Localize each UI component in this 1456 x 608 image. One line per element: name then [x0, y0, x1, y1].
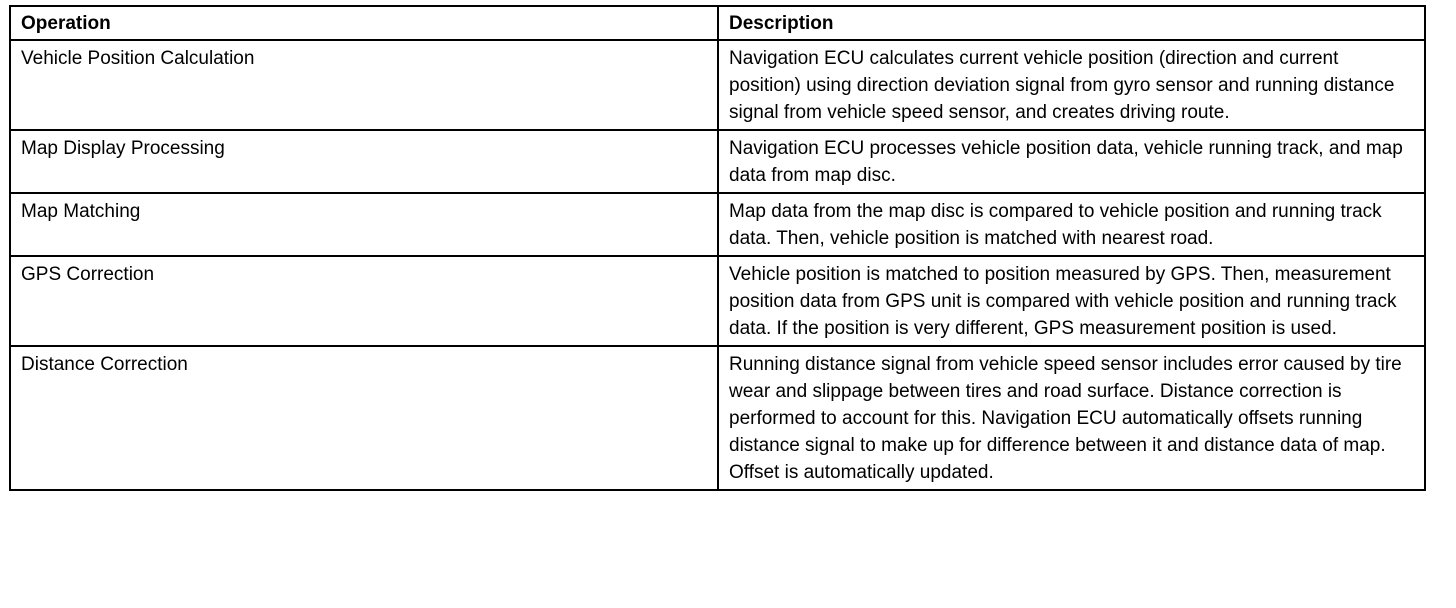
operation-text: Vehicle Position Calculation	[21, 48, 255, 69]
table-body	[10, 40, 1425, 490]
description-cell	[718, 256, 1425, 346]
operation-cell	[10, 256, 718, 346]
operation-text: Map Display Processing	[21, 138, 225, 159]
operation-cell	[10, 40, 718, 130]
header-row	[10, 6, 1425, 40]
operation-text: Map Matching	[21, 201, 141, 222]
description-cell	[718, 130, 1425, 193]
description-cell	[718, 40, 1425, 130]
table-row	[10, 40, 1425, 130]
operation-text: Distance Correction	[21, 354, 188, 375]
operation-cell	[10, 346, 718, 490]
description-cell	[718, 346, 1425, 490]
table-row	[10, 193, 1425, 256]
description-cell	[718, 193, 1425, 256]
table-row	[10, 130, 1425, 193]
description-text: Navigation ECU processes vehicle position data, vehicle running track, and map data from map disc.	[729, 138, 1403, 186]
table-row	[10, 346, 1425, 490]
header-description: Description	[718, 6, 1425, 40]
operation-cell	[10, 193, 718, 256]
description-text: Vehicle position is matched to position measured by GPS. Then, measurement position data from GPS unit is compared with vehicle position and running track data. If the position is very different, GPS measurement position is used.	[729, 264, 1397, 339]
description-text: Navigation ECU calculates current vehicle position (direction and current position) using direction deviation signal from gyro sensor and running distance signal from vehicle speed sensor, and creates driving route.	[729, 48, 1395, 123]
operation-cell	[10, 130, 718, 193]
operation-description-table	[9, 5, 1426, 491]
header-operation: Operation	[10, 6, 718, 40]
description-text: Running distance signal from vehicle speed sensor includes error caused by tire wear and slippage between tires and road surface. Distance correction is performed to account for this. Navigation ECU automatically offsets running distance signal to make up for difference between it and distance data of map. Offset is automatically updated.	[729, 354, 1402, 483]
description-text: Map data from the map disc is compared to vehicle position and running track data. Then, vehicle position is matched with nearest road.	[729, 201, 1382, 249]
table-row	[10, 256, 1425, 346]
operation-text: GPS Correction	[21, 264, 155, 285]
table-header	[10, 6, 1425, 40]
